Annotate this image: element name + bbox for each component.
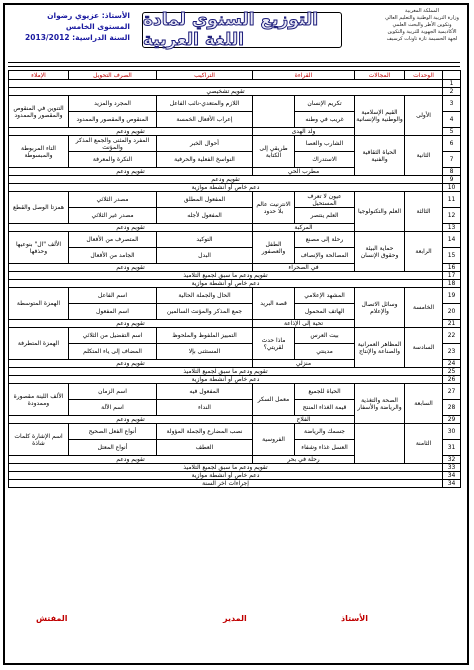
morphology-cell: أنواع الفعل الصحيح: [69, 424, 157, 440]
morphology-cell: مصدر غير الثلاثي: [69, 208, 157, 224]
reading-cell: الاستدراك: [295, 152, 355, 168]
domain-cell: الحياة الثقافية والفنية: [355, 136, 405, 176]
review-cell: تقويم ودعم: [9, 128, 253, 136]
row-number: 33: [443, 464, 461, 472]
reading-cell: المصالحة والإنصاف: [295, 248, 355, 264]
row-number: 2: [443, 88, 461, 96]
syntax-cell: إعراب الأفعال الخمسة: [157, 112, 253, 128]
director-signature: المدير: [223, 614, 247, 623]
review-cell: تقويم ودعم: [9, 416, 253, 424]
col-reading: القراءة: [253, 71, 355, 80]
reading-cell: قيمة الغذاء المنتج: [295, 400, 355, 416]
reading-cell: الفلاح: [253, 416, 355, 424]
level: المستوى الخامس: [65, 22, 130, 31]
morphology-cell: مصدر الثلاثي: [69, 192, 157, 208]
domain-cell: [355, 424, 405, 464]
span-cell: دعم خاص أو أنشطة موازية: [9, 472, 443, 480]
spelling-cell: الألف اللينة مقصورة وممدودة: [9, 384, 69, 416]
spelling-cell: التاء المربوطة والمبسوطة: [9, 136, 69, 168]
reading-cell: الشارب والعصا: [295, 136, 355, 152]
morphology-cell: النكرة والمعرفة: [69, 152, 157, 168]
table-row: [9, 80, 461, 88]
reading-cell: بيت العرس: [295, 328, 355, 344]
table-row: [9, 232, 461, 248]
ministry-line: وزارة التربية الوطنية والتعليم العالي: [385, 15, 459, 21]
reading-project-cell: الفروسية: [253, 424, 295, 456]
col-domains: المجالات: [355, 71, 405, 80]
reading-project-cell: قصة البريد: [253, 288, 295, 320]
row-number: 18: [443, 280, 461, 288]
syntax-cell: المفعول فيه: [157, 384, 253, 400]
span-cell: دعم خاص أو أنشطة موازية: [9, 280, 443, 288]
table-row: [9, 424, 461, 440]
row-number: 16: [443, 264, 461, 272]
span-cell: تقويم تشخيصي: [9, 88, 443, 96]
span-cell: تقويم ودعم ما سبق لجميع التلاميذ: [9, 272, 443, 280]
table-row: [9, 376, 461, 384]
row-number: 7: [443, 152, 461, 168]
domain-cell: العلم والتكنولوجيا: [355, 192, 405, 232]
spelling-cell: الهمزة المتطرفة: [9, 328, 69, 360]
row-number: 17: [443, 272, 461, 280]
inspector-signature: المفتش: [36, 614, 68, 623]
morphology-cell: المنقوص والمقصور والممدود: [69, 112, 157, 128]
row-number: 34: [443, 472, 461, 480]
distribution-table: [8, 70, 461, 488]
syntax-cell: الحال والجملة الحالية: [157, 288, 253, 304]
row-number: 26: [443, 376, 461, 384]
syntax-cell: التوكيد: [157, 232, 253, 248]
review-cell: تقويم ودعم: [9, 264, 253, 272]
row-number: 31: [443, 440, 461, 456]
row-number: 30: [443, 424, 461, 440]
review-cell: تقويم ودعم: [9, 320, 253, 328]
morphology-cell: المضاف إلى ياء المتكلم: [69, 344, 157, 360]
syntax-cell: التمييز الملفوظ والملحوظ: [157, 328, 253, 344]
syntax-cell: البدل: [157, 248, 253, 264]
row-number: 21: [443, 320, 461, 328]
table-row: [9, 136, 461, 152]
teacher-name: الأستاذ: عزيوي رضوان: [47, 11, 130, 20]
syntax-cell: النداء: [157, 400, 253, 416]
syntax-cell: المفعول لأجله: [157, 208, 253, 224]
spelling-cell: التنوين في المنقوص والمقصور والممدود: [9, 96, 69, 128]
syntax-cell: المفعول المطلق: [157, 192, 253, 208]
reading-cell: مدينتي: [295, 344, 355, 360]
table-row: [9, 184, 461, 192]
teacher-info: [8, 10, 130, 43]
title-box: [142, 12, 342, 48]
unit-cell: الثالثة: [405, 192, 443, 232]
review-cell: تقويم ودعم: [9, 224, 253, 232]
reading-project-cell: طريقي إلى الكتابة: [253, 136, 295, 168]
review-cell: تقويم ودعم: [9, 456, 253, 464]
row-number: 23: [443, 344, 461, 360]
table-row: [9, 368, 461, 376]
reading-cell: المشهد الإعلامي: [295, 288, 355, 304]
reading-cell: العلم ينتصر: [295, 208, 355, 224]
reading-cell: غريب في وطنه: [295, 112, 355, 128]
row-number: 10: [443, 184, 461, 192]
teacher-signature: الأستاذ: [341, 614, 368, 623]
ministry-header: [378, 8, 466, 43]
syntax-cell: المستثنى بإلا: [157, 344, 253, 360]
domain-cell: المظاهر العمرانية والصناعة والإنتاج: [355, 328, 405, 368]
reading-cell: الحياة للجميع: [295, 384, 355, 400]
signatures: [8, 614, 460, 628]
table-row: [9, 272, 461, 280]
morphology-cell: الجامد من الأفعال: [69, 248, 157, 264]
col-syntax: التراكيب: [157, 71, 253, 80]
row-number: 24: [443, 360, 461, 368]
reading-cell: ولد الهدى: [253, 128, 355, 136]
review-cell: تقويم ودعم: [9, 168, 253, 176]
spelling-cell: الألف "ال" بنوعيها وحذفها: [9, 232, 69, 264]
school-year: السنة الدراسية: 2013/2012: [25, 33, 130, 42]
syntax-cell: نصب المضارع والجملة المؤولة: [157, 424, 253, 440]
domain-cell: الصحة والتغذية والرياضة والأسفار: [355, 384, 405, 424]
spelling-cell: اسم الإشارة كلمات شاذة: [9, 424, 69, 456]
morphology-cell: اسم التفضيل من الثلاثي: [69, 328, 157, 344]
span-cell: إجراءات آخر السنة: [9, 480, 443, 488]
row-number: 29: [443, 416, 461, 424]
unit-cell: الرابعة: [405, 232, 443, 272]
row-number: 4: [443, 112, 461, 128]
ministry-line: الأكاديمية الجهوية للتربية والتكوين: [387, 29, 457, 35]
table-row: [9, 288, 461, 304]
col-num: [443, 71, 461, 80]
row-number: 32: [443, 456, 461, 464]
row-number: 25: [443, 368, 461, 376]
syntax-cell: جمع المذكر والمؤنث السالمين: [157, 304, 253, 320]
span-cell: [9, 80, 443, 88]
row-number: 28: [443, 400, 461, 416]
morphology-cell: المتصرف من الأفعال: [69, 232, 157, 248]
table-row: [9, 88, 461, 96]
span-cell: دعم خاص أو أنشطة موازية: [9, 184, 443, 192]
row-number: 6: [443, 136, 461, 152]
reading-cell: مطرب الحي: [253, 168, 355, 176]
row-number: 11: [443, 192, 461, 208]
spelling-cell: الهمزة المتوسطة: [9, 288, 69, 320]
row-number: 3: [443, 96, 461, 112]
row-number: 15: [443, 248, 461, 264]
col-morphology: الصرف التحويل: [69, 71, 157, 80]
row-number: 19: [443, 288, 461, 304]
table-row: [9, 464, 461, 472]
morphology-cell: اسم المفعول: [69, 304, 157, 320]
spelling-cell: همزتا الوصل والقطع: [9, 192, 69, 224]
row-number: 22: [443, 328, 461, 344]
col-spelling: الإملاء: [9, 71, 69, 80]
row-number: 27: [443, 384, 461, 400]
row-number: 12: [443, 208, 461, 224]
unit-cell: السادسة: [405, 328, 443, 368]
row-number: 13: [443, 224, 461, 232]
morphology-cell: اسم الآلة: [69, 400, 157, 416]
morphology-cell: اسم الفاعل: [69, 288, 157, 304]
unit-cell: الخامسة: [405, 288, 443, 328]
reading-cell: العسل غذاء وشفاء: [295, 440, 355, 456]
domain-cell: القيم الإسلامية والوطنية والإنسانية: [355, 96, 405, 136]
reading-cell: جسمك والرياضة: [295, 424, 355, 440]
ministry-line: لجهة الحسيمة تازة تاونات كرسيف: [386, 36, 458, 42]
span-cell: دعم خاص أو أنشطة موازية: [9, 376, 443, 384]
span-cell: تقويم ودعم ما سبق لجميع التلاميذ: [9, 368, 443, 376]
reading-cell: منزلي: [253, 360, 355, 368]
table-row: [9, 280, 461, 288]
syntax-cell: النواسخ الفعلية والحرفية: [157, 152, 253, 168]
unit-cell: الثانية: [405, 136, 443, 176]
table-row: [9, 176, 461, 184]
divider: [8, 62, 460, 63]
row-number: 20: [443, 304, 461, 320]
reading-cell: تحية إلى الإذاعة: [253, 320, 355, 328]
ministry-line: وتكوين الأطر والبحث العلمي: [392, 22, 452, 28]
row-number: 1: [443, 80, 461, 88]
morphology-cell: اسم الزمان: [69, 384, 157, 400]
unit-cell: الأولى: [405, 96, 443, 136]
row-number: 34: [443, 480, 461, 488]
morphology-cell: أنواع المعتل: [69, 440, 157, 456]
unit-cell: السابعة: [405, 384, 443, 424]
reading-cell: رحلة إلى مصنع: [295, 232, 355, 248]
reading-project-cell: الطفل والعصفور: [253, 232, 295, 264]
reading-cell: رحلة في بحر: [253, 456, 355, 464]
table-row: [9, 192, 461, 208]
reading-cell: الهاتف المحمول: [295, 304, 355, 320]
span-cell: تقويم ودعم ما سبق لجميع التلاميذ: [9, 464, 443, 472]
reading-cell: عيون لا تعرف المستحيل: [295, 192, 355, 208]
row-number: 5: [443, 128, 461, 136]
reading-cell: في الصحراء: [253, 264, 355, 272]
row-number: 8: [443, 168, 461, 176]
table-row: [9, 328, 461, 344]
table-row: [9, 384, 461, 400]
domain-cell: وسائل الاتصال والإعلام: [355, 288, 405, 328]
reading-project-cell: [253, 96, 295, 128]
span-cell: تقويم ودعم: [9, 176, 443, 184]
table-row: [9, 472, 461, 480]
page-title: التوزيع السنوي لمادة اللغة العربية: [143, 10, 319, 50]
morphology-cell: المجرد والمزيد: [69, 96, 157, 112]
syntax-cell: اللازم والمتعدي-نائب الفاعل: [157, 96, 253, 112]
row-number: 14: [443, 232, 461, 248]
table-row: [9, 480, 461, 488]
table-header-row: [9, 71, 461, 80]
reading-project-cell: معمل السكر: [253, 384, 295, 416]
reading-cell: تكريم الإنسان: [295, 96, 355, 112]
morphology-cell: المفرد والمثنى والجمع المذكر والمؤنث: [69, 136, 157, 152]
ministry-line: المملكة المغربية: [405, 8, 439, 14]
row-number: 9: [443, 176, 461, 184]
reading-project-cell: ماذا حدث لقريتي؟: [253, 328, 295, 360]
reading-project-cell: الانترنيت عالم بلا حدود: [253, 192, 295, 224]
table-row: [9, 96, 461, 112]
reading-cell: المركبة: [253, 224, 355, 232]
review-cell: تقويم ودعم: [9, 360, 253, 368]
unit-cell: الثامنة: [405, 424, 443, 464]
divider: [8, 66, 460, 67]
domain-cell: حماية البيئة وحقوق الإنسان: [355, 232, 405, 272]
syntax-cell: أحوال الخبر: [157, 136, 253, 152]
col-units: الوحدات: [405, 71, 443, 80]
syntax-cell: العطف: [157, 440, 253, 456]
